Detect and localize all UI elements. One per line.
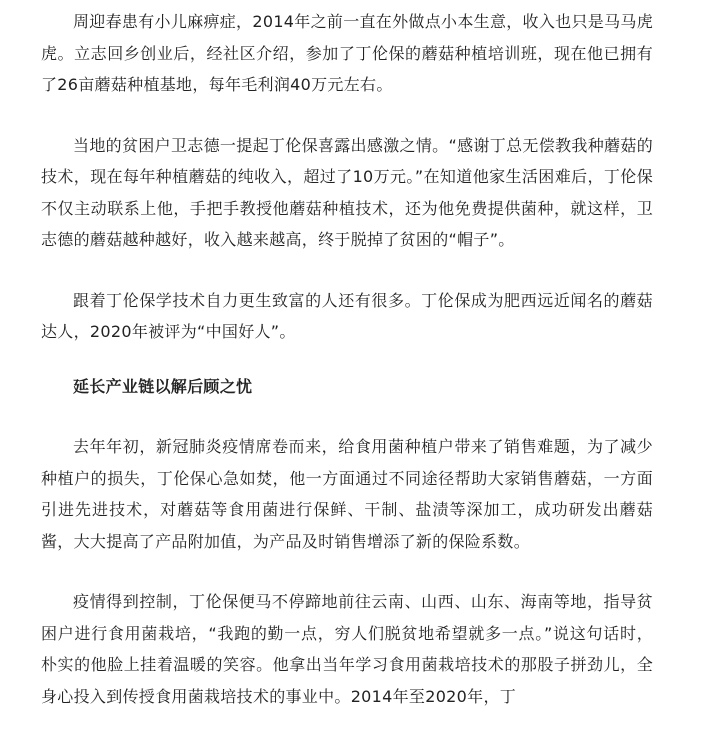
article-paragraph: 去年年初，新冠肺炎疫情席卷而来，给食用菌种植户带来了销售难题，为了减少种植户的损失，丁伦保心急如焚，他一方面通过不同途径帮助大家销售蘑菇，一方面引进先进技术，对蘑菇等食用菌进行保鲜、干制、盐渍等深加工，成功研发出蘑菇酱，大大提高了产品附加值，为产品及时销售增添了新的保险系数。	[41, 437, 653, 551]
article-body	[41, 0, 653, 735]
article-paragraph: 疫情得到控制，丁伦保便马不停蹄地前往云南、山西、山东、海南等地，指导贫困户进行食用菌栽培，“我跑的勤一点，穷人们脱贫地希望就多一点。”说这句话时，朴实的他脸上挂着温暖的笑容。他拿出当年学习食用菌栽培技术的那股子拼劲儿，全身心投入到传授食用菌栽培技术的事业中。2014年至2020年，丁	[41, 592, 653, 706]
article-paragraph: 当地的贫困户卫志德一提起丁伦保喜露出感激之情。“感谢丁总无偿教我种蘑菇的技术，现在每年种植蘑菇的纯收入，超过了10万元。”在知道他家生活困难后，丁伦保不仅主动联系上他，手把手教授他蘑菇种植技术，还为他免费提供菌种，就这样，卫志德的蘑菇越种越好，收入越来越高，终于脱掉了贫困的“帽子”。	[41, 135, 653, 249]
article-paragraph: 周迎春患有小儿麻痹症，2014年之前一直在外做点小本生意，收入也只是马马虎虎。立志回乡创业后，经社区介绍，参加了丁伦保的蘑菇种植培训班，现在他已拥有了26亩蘑菇种植基地，每年毛利润40万元左右。	[41, 12, 653, 94]
article-paragraph: 跟着丁伦保学技术自力更生致富的人还有很多。丁伦保成为肥西远近闻名的蘑菇达人，2020年被评为“中国好人”。	[41, 290, 653, 341]
section-heading: 延长产业链以解后顾之忧	[73, 376, 253, 396]
